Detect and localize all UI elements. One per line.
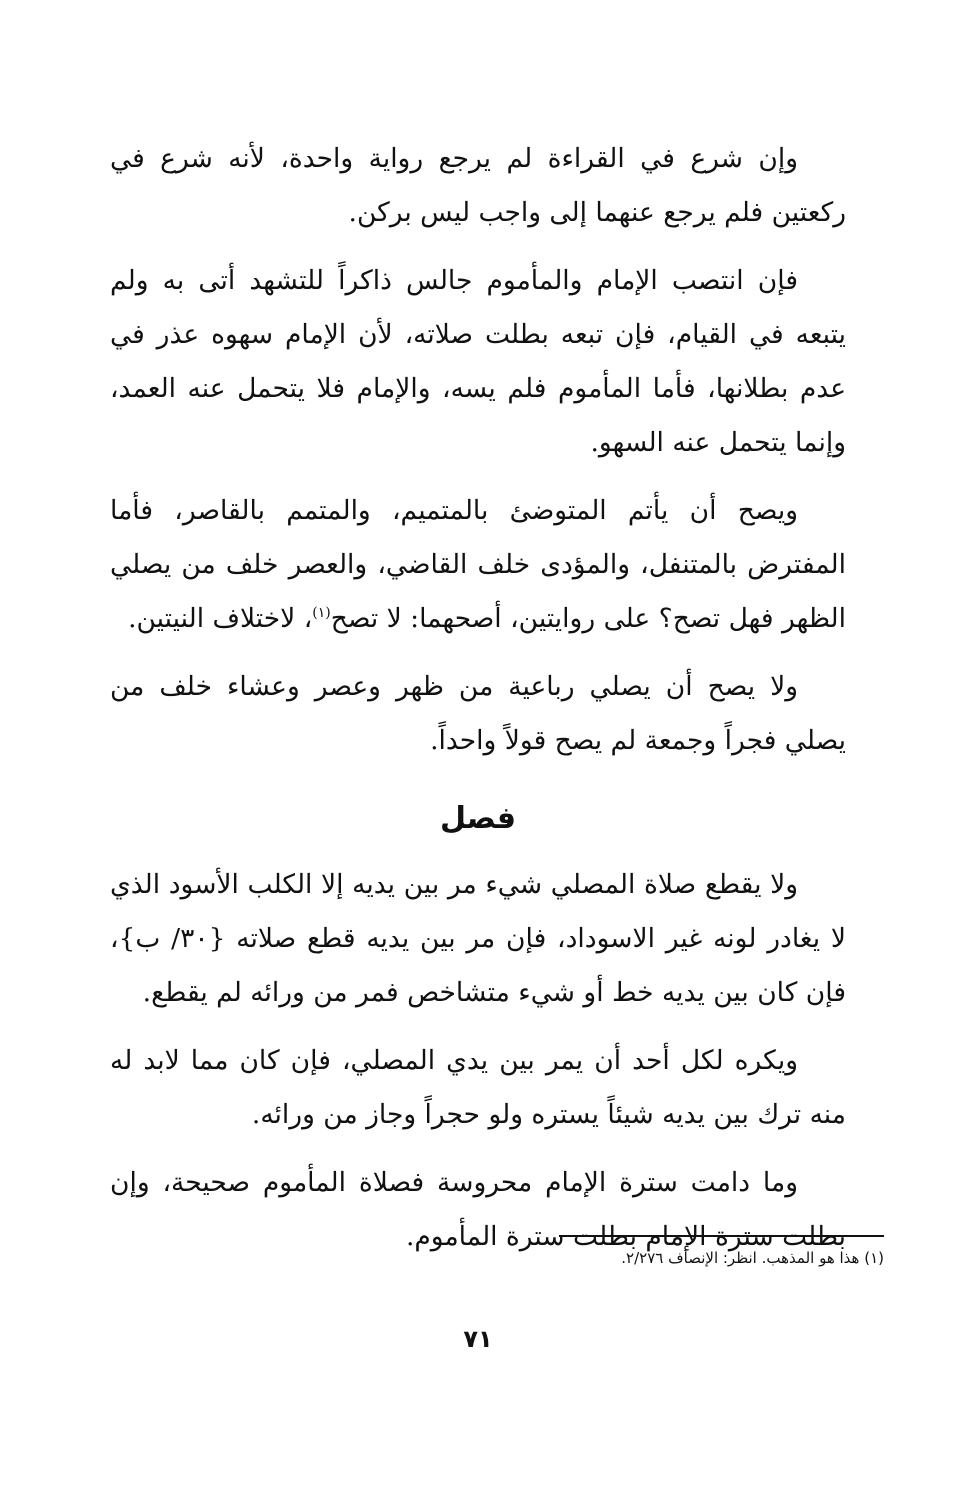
- paragraph: فإن انتصب الإمام والمأموم جالس ذاكراً للتشهد أتى به ولم يتبعه في القيام، فإن تبعه بطلت صلاته، لأن الإمام سهوه عذر في عدم بطلانها، فأما المأموم فلم يسه، والإمام فلا يتحمل عنه العمد، وإنما يتحمل عنه السهو.: [110, 265, 846, 458]
- paragraph: ولا يقطع صلاة المصلي شيء مر بين يديه إلا الكلب الأسود الذي لا يغادر لونه غير الاسوداد، فإن مر بين يديه قطع صلاته {٣٠/ ب}، فإن كان بين يديه خط أو شيء متشاخص فمر من ورائه لم يقطع.: [110, 869, 847, 1008]
- main-text: [110, 132, 846, 1278]
- footnote: (١) هذا هو المذهب. انظر: الإنصاف ٢/٢٧٦.: [621, 1249, 884, 1267]
- footnote-marker[interactable]: (١): [312, 605, 331, 622]
- paragraph-text: ويصح أن يأتم المتوضئ بالمتميم، والمتمم بالقاصر، فأما المفترض بالمتنفل، والمؤدى خلف القاضي، والعصر خلف من يصلي الظهر فهل تصح؟ على روايتين، أصحهما: لا تصح: [110, 495, 846, 634]
- section-heading: فصل: [440, 801, 516, 836]
- paragraph: وإن شرع في القراءة لم يرجع رواية واحدة، لأنه شرع في ركعتين فلم يرجع عنهما إلى واجب ليس بركن.: [110, 143, 846, 228]
- page-number: ٧١: [463, 1325, 493, 1353]
- paragraph: ويكره لكل أحد أن يمر بين يدي المصلي، فإن كان مما لابد له منه ترك بين يديه شيئاً يستره ولو حجراً وجاز من ورائه.: [110, 1045, 846, 1130]
- paragraph-text: ، لاختلاف النيتين.: [128, 603, 313, 634]
- paragraph: وما دامت سترة الإمام محروسة فصلاة المأموم صحيحة، وإن بطلت سترة الإمام بطلت سترة المأموم.: [110, 1167, 846, 1252]
- paragraph: ولا يصح أن يصلي رباعية من ظهر وعصر وعشاء خلف من يصلي فجراً وجمعة لم يصح قولاً واحداً.: [110, 671, 846, 756]
- footnote-divider: [559, 1235, 884, 1237]
- paragraph-with-footnote: [110, 484, 846, 646]
